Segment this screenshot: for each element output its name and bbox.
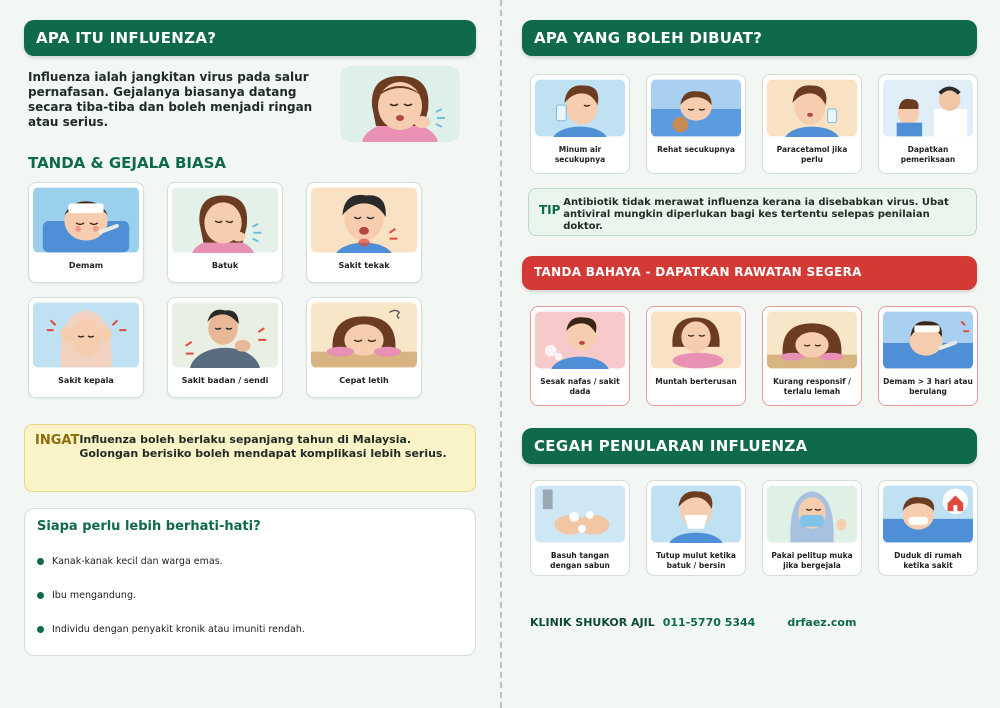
danger-label: Sesak nafas / sakit dada	[540, 377, 620, 396]
symptoms-title: TANDA & GEJALA BIASA	[28, 154, 226, 172]
risk-groups-box	[24, 508, 476, 656]
danger-grid	[522, 306, 977, 406]
bullet-icon	[37, 592, 44, 599]
prevent-card-cover-mouth	[646, 480, 746, 576]
what-to-do-banner: APA YANG BOLEH DIBUAT?	[522, 20, 977, 56]
danger-card-unresponsive	[762, 306, 862, 406]
body-ache-icon	[172, 302, 278, 368]
prevent-label: Duduk di rumah ketika sakit	[894, 551, 962, 570]
symptom-card-fever	[28, 182, 144, 283]
danger-label: Muntah berterusan	[655, 377, 737, 386]
list-item: Kanak-kanak kecil dan warga emas.	[37, 544, 463, 578]
face-mask-icon	[767, 485, 857, 543]
tip-tag: TIP	[539, 203, 561, 217]
clinic-name: KLINIK SHUKOR AJIL	[530, 616, 655, 629]
thermometer-icon	[883, 311, 973, 369]
danger-label: Demam > 3 hari atau berulang	[883, 377, 973, 396]
weak-icon	[767, 311, 857, 369]
todo-label: Rehat secukupnya	[657, 145, 735, 154]
todo-label: Paracetamol jika perlu	[776, 145, 848, 164]
prevent-label: Basuh tangan dengan sabun	[550, 551, 610, 570]
symptom-card-cough	[167, 182, 283, 283]
reminder-tag: INGAT	[35, 433, 80, 448]
sore-throat-icon	[311, 187, 417, 253]
symptom-label: Sakit kepala	[58, 376, 114, 385]
list-item: Ibu mengandung.	[37, 578, 463, 612]
reminder-text: Influenza boleh berlaku sepanjang tahun di Malaysia. Golongan berisiko boleh mendapat komplikasi lebih serius.	[79, 433, 447, 460]
todo-label: Dapatkan pemeriksaan	[900, 145, 956, 164]
drink-water-icon	[535, 79, 625, 137]
symptom-card-sore-throat	[306, 182, 422, 283]
fold-divider	[500, 0, 502, 708]
symptom-card-body-ache	[167, 297, 283, 398]
todo-grid	[522, 74, 977, 174]
clinic-website: drfaez.com	[787, 616, 857, 629]
what-is-influenza-banner: APA ITU INFLUENZA?	[24, 20, 476, 56]
prevention-banner: CEGAH PENULARAN INFLUENZA	[522, 428, 977, 464]
symptom-label: Cepat letih	[339, 376, 389, 385]
todo-card-checkup	[878, 74, 978, 174]
vomiting-icon	[651, 311, 741, 369]
todo-card-drink-water	[530, 74, 630, 174]
todo-card-rest	[646, 74, 746, 174]
fever-icon	[33, 187, 139, 253]
list-item: Individu dengan penyakit kronik atau imuniti rendah.	[37, 612, 463, 646]
danger-card-breathless	[530, 306, 630, 406]
cough-icon	[172, 187, 278, 253]
symptom-label: Batuk	[211, 261, 239, 270]
bullet-icon	[37, 626, 44, 633]
doctor-icon	[883, 79, 973, 137]
symptom-card-fatigue	[306, 297, 422, 398]
stay-home-icon	[883, 485, 973, 543]
prevention-grid	[522, 480, 977, 576]
chest-pain-icon	[535, 311, 625, 369]
intro-text: Influenza ialah jangkitan virus pada salur pernafasan. Gejalanya biasanya datang secara tiba-tiba dan boleh menjadi ringan atau serius.	[28, 70, 313, 129]
prevent-card-handwash	[530, 480, 630, 576]
bullet-icon	[37, 558, 44, 565]
tissue-icon	[651, 485, 741, 543]
clinic-phone: 011-5770 5344	[662, 616, 756, 629]
todo-label: Minum air secukupnya	[554, 145, 606, 164]
tip-text: Antibiotik tidak merawat influenza kerana ia disebabkan virus. Ubat antiviral mungkin diperlukan bagi kes tertentu selepas penilaian doktor.	[563, 197, 949, 232]
danger-label: Kurang responsif / terlalu lemah	[773, 377, 851, 396]
symptom-label: Sakit badan / sendi	[181, 376, 269, 385]
symptom-label: Sakit tekak	[338, 261, 390, 270]
fatigue-icon	[311, 302, 417, 368]
rest-icon	[651, 79, 741, 137]
prevent-label: Pakai pelitup muka jika bergejala	[771, 551, 853, 570]
footer-contact	[522, 616, 977, 629]
left-panel	[24, 20, 476, 656]
danger-card-vomiting	[646, 306, 746, 406]
danger-signs-banner: TANDA BAHAYA - DAPATKAN RAWATAN SEGERA	[522, 256, 977, 290]
symptom-label: Demam	[68, 261, 104, 270]
prevent-label: Tutup mulut ketika batuk / bersin	[656, 551, 736, 570]
risk-groups-title: Siapa perlu lebih berhati-hati?	[37, 519, 261, 534]
headache-icon	[33, 302, 139, 368]
danger-card-prolonged-fever	[878, 306, 978, 406]
intro-section	[24, 66, 476, 142]
reminder-box	[24, 424, 476, 492]
medicine-icon	[767, 79, 857, 137]
symptoms-grid	[24, 182, 476, 398]
tip-box	[528, 188, 977, 236]
prevent-card-mask	[762, 480, 862, 576]
todo-card-paracetamol	[762, 74, 862, 174]
symptom-card-headache	[28, 297, 144, 398]
prevent-card-stay-home	[878, 480, 978, 576]
girl-coughing-illustration	[340, 66, 460, 142]
right-panel	[522, 20, 977, 629]
handwash-icon	[535, 485, 625, 543]
